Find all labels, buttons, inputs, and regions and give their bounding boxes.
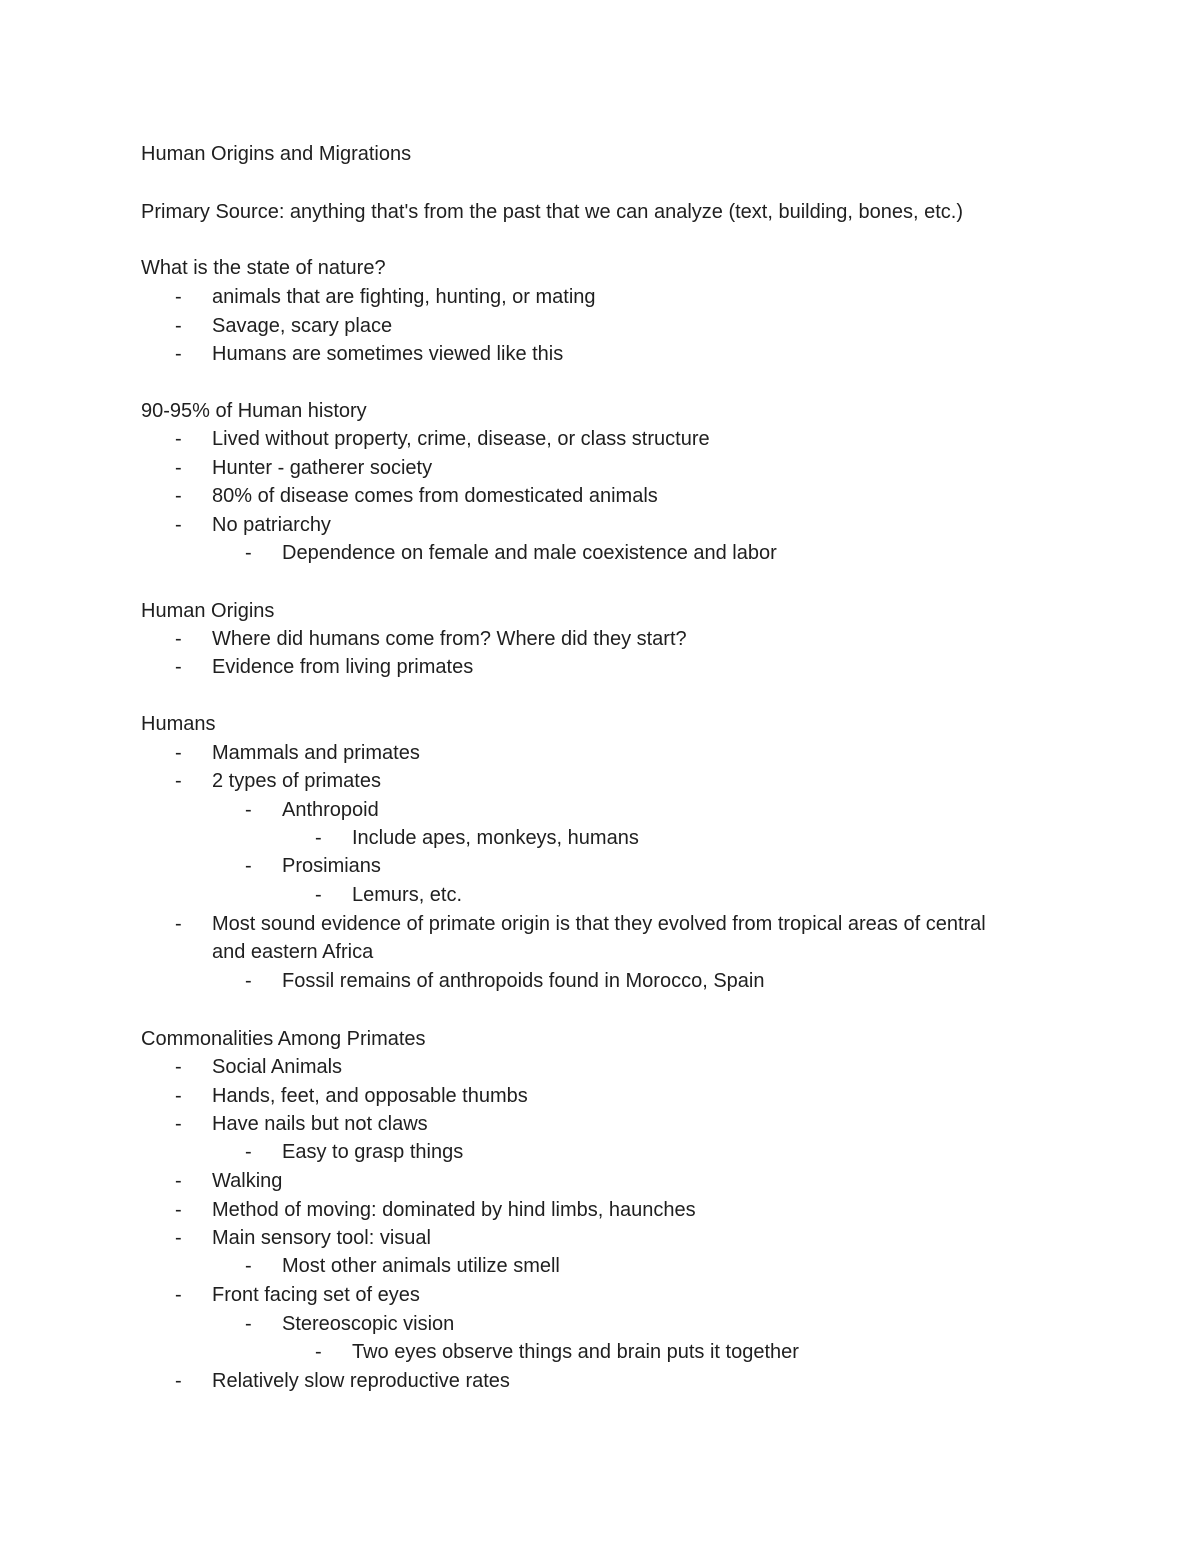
bullet-dash: - [175, 1284, 182, 1306]
bullet-dash: - [175, 315, 182, 337]
bullet-dash: - [175, 343, 182, 365]
bullet-dash: - [175, 770, 182, 792]
bullet-dash: - [315, 827, 322, 849]
bullet-dash: - [175, 286, 182, 308]
bullet-dash: - [175, 485, 182, 507]
bullet-dash: - [175, 457, 182, 479]
bullet-dash: - [245, 970, 252, 992]
bullet-dash: - [245, 799, 252, 821]
bullet-dash: - [175, 628, 182, 650]
bullet-dash: - [245, 855, 252, 877]
bullet-dash: - [245, 542, 252, 564]
bullet-dash: - [245, 1255, 252, 1277]
document-page: Human Origins and Migrations Primary Source: anything that's from the past that we can analyze (text, building, bones, etc.) What is the state of nature? - animals that are fighting, hunting, or mating - Savage, scary place - Humans are sometimes viewed like this 90-95% of Human history - Lived without property, crime, disease, or class structure - Hunter - gatherer society - 80% of disease comes from domesticated animals - No patriarchy - Dependence on female and male coexistence and labor Human Origins - Where did humans come from? Where did they start? - Evidence from living primates Humans - Mammals and primates - 2 types of primates - Anthropoid - Include apes, monkeys, humans - Prosimians - Lemurs, etc. - Most sound evidence of primate origin is that they evolved from tropical areas of central and eastern Africa - Fossil remains of anthropoids found in Morocco, Spain Commonalities Among Primates - Social Animals - Hands, feet, and opposable thumbs - Have nails but not claws - Easy to grasp things - Walking - Method of moving: dominated by hind limbs, haunches - Main sensory tool: visual - Most other animals utilize smell - Front facing set of eyes - Stereoscopic vision - Two eyes observe things and brain puts it together - Relatively slow reproductive rates [0, 0, 1200, 1553]
bullet-dash: - [175, 913, 182, 935]
bullet-dash: - [315, 1341, 322, 1363]
bullet-dash: - [245, 1141, 252, 1163]
bullet-dash: - [175, 1056, 182, 1078]
bullet-dash: - [175, 1170, 182, 1192]
bullet-dash: - [315, 884, 322, 906]
bullet-dash: - [175, 1199, 182, 1221]
bullet-dash: - [175, 514, 182, 536]
bullet-dash: - [175, 1113, 182, 1135]
bullet-dash: - [175, 1227, 182, 1249]
bullet-dash: - [175, 742, 182, 764]
bullet-dash: - [245, 1313, 252, 1335]
bullet-dash: - [175, 428, 182, 450]
bullet-dash: - [175, 1085, 182, 1107]
bullet-dash: - [175, 656, 182, 678]
bullet-dash: - [175, 1370, 182, 1392]
